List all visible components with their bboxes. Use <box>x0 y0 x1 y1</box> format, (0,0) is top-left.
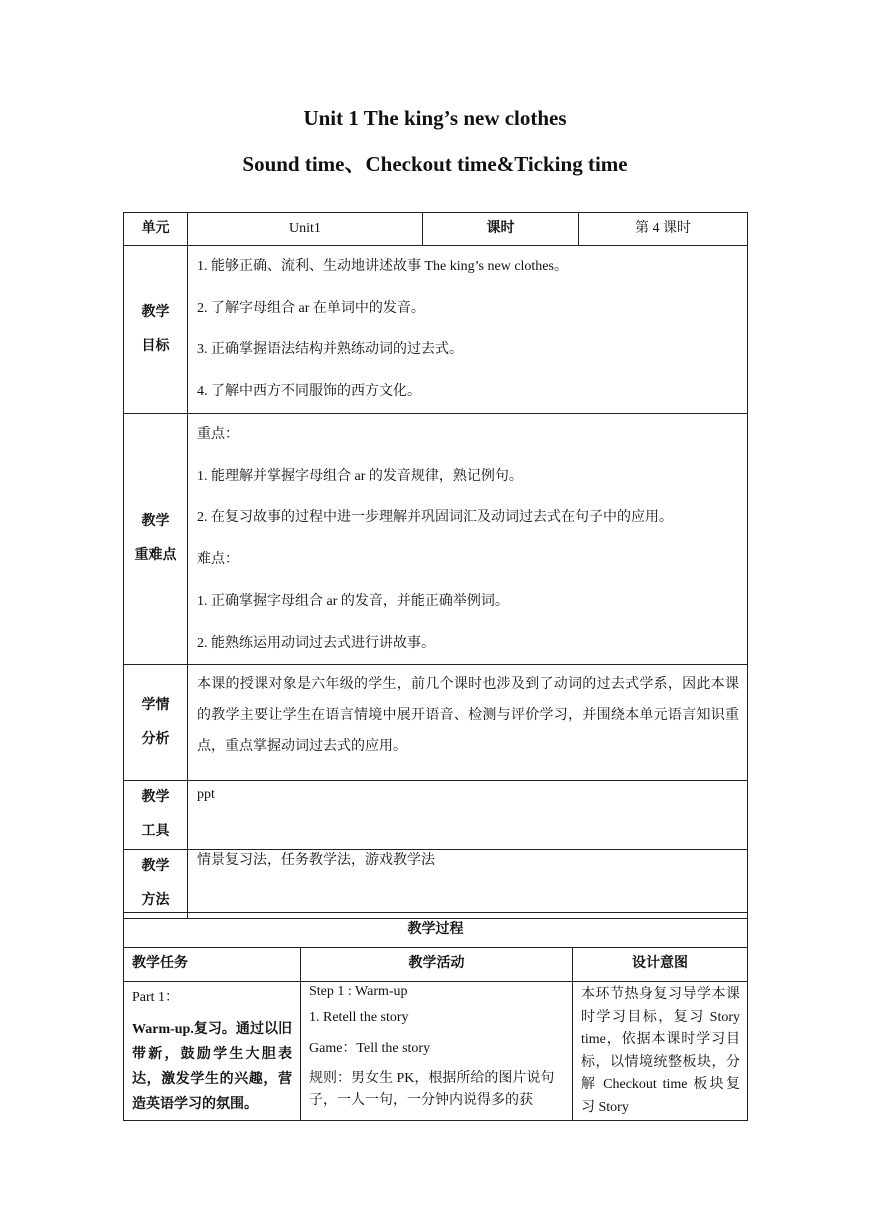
unit-value: Unit1 <box>188 213 423 246</box>
analysis-content: 本课的授课对象是六年级的学生，前几个课时也涉及到了动词的过去式学系，因此本课的教学主要让学生在语言情境中展开语音、检测与评价学习，并围绕本单元语言知识重点，重点掌握动词过去式的应用。 <box>188 665 748 781</box>
key-point-line: 2. 在复习故事的过程中进一步理解并巩固词汇及动词过去式在句子中的应用。 <box>197 510 673 526</box>
key-points-row <box>124 414 748 665</box>
tools-label: 教学 工具 <box>124 781 188 850</box>
objectives-row <box>124 246 748 414</box>
intent-cell: 本环节热身复习导学本课时学习目标，复习 Story time，依据本课时学习目标，以情境统整板块，分解 Checkout time 板块复习 Story <box>573 982 748 1121</box>
key-points-content <box>188 414 748 665</box>
key-point-line: 1. 能理解并掌握字母组合 ar 的发音规律，熟记例句。 <box>197 468 523 484</box>
objective-item: 2. 了解字母组合 ar 在单词中的发音。 <box>197 300 425 316</box>
lesson-label: 课时 <box>423 213 579 246</box>
key-point-line: 难点： <box>197 552 239 568</box>
task-part: Part 1： <box>132 990 180 1005</box>
task-description: Warm-up.复习。通过以旧带新，鼓励学生大胆表达，激发学生的兴趣，营造英语学习的氛围。 <box>132 1021 292 1112</box>
methods-row <box>124 850 748 919</box>
objective-item: 1. 能够正确、流利、生动地讲述故事 The king’s new clothes。 <box>197 259 568 274</box>
header-activity: 教学活动 <box>301 948 573 982</box>
methods-label: 教学 方法 <box>124 850 188 919</box>
analysis-label: 学情 分析 <box>124 665 188 781</box>
document-subtitle: Sound time、Checkout time&Ticking time <box>242 152 628 176</box>
analysis-row <box>124 665 748 781</box>
objective-item: 4. 了解中西方不同服饰的西方文化。 <box>197 384 421 400</box>
document-title: Unit 1 The king’s new clothes <box>303 106 567 130</box>
key-point-line: 1. 正确掌握字母组合 ar 的发音，并能正确举例词。 <box>197 593 509 609</box>
objectives-content <box>188 246 748 414</box>
activity-line: 1. Retell the story <box>309 1010 409 1025</box>
header-intent: 设计意图 <box>573 948 748 982</box>
activity-rule: 规则：男女生 PK，根据所给的图片说句子，一人一句，一分钟内说得多的获 <box>309 1071 555 1108</box>
tools-row <box>124 781 748 850</box>
process-table <box>123 912 748 1121</box>
key-points-label: 教学 重难点 <box>124 414 188 665</box>
activity-step: Step 1 : Warm-up <box>309 984 408 999</box>
header-task: 教学任务 <box>124 948 301 982</box>
process-header-row <box>124 948 748 982</box>
objective-item: 3. 正确掌握语法结构并熟练动词的过去式。 <box>197 342 463 358</box>
key-point-line: 2. 能熟练运用动词过去式进行讲故事。 <box>197 635 435 651</box>
process-row <box>124 982 748 1121</box>
lesson-plan-table <box>123 212 748 919</box>
objectives-label: 教学 目标 <box>124 246 188 414</box>
unit-label: 单元 <box>124 213 188 246</box>
key-point-line: 重点： <box>197 427 239 442</box>
unit-row <box>124 213 748 246</box>
methods-content: 情景复习法，任务教学法，游戏教学法 <box>188 850 748 919</box>
process-title: 教学过程 <box>124 913 748 948</box>
activity-cell <box>301 982 573 1121</box>
activity-line: Game：Tell the story <box>309 1041 431 1056</box>
task-cell <box>124 982 301 1121</box>
tools-content: ppt <box>188 781 748 850</box>
lesson-value: 第 4 课时 <box>579 213 748 246</box>
